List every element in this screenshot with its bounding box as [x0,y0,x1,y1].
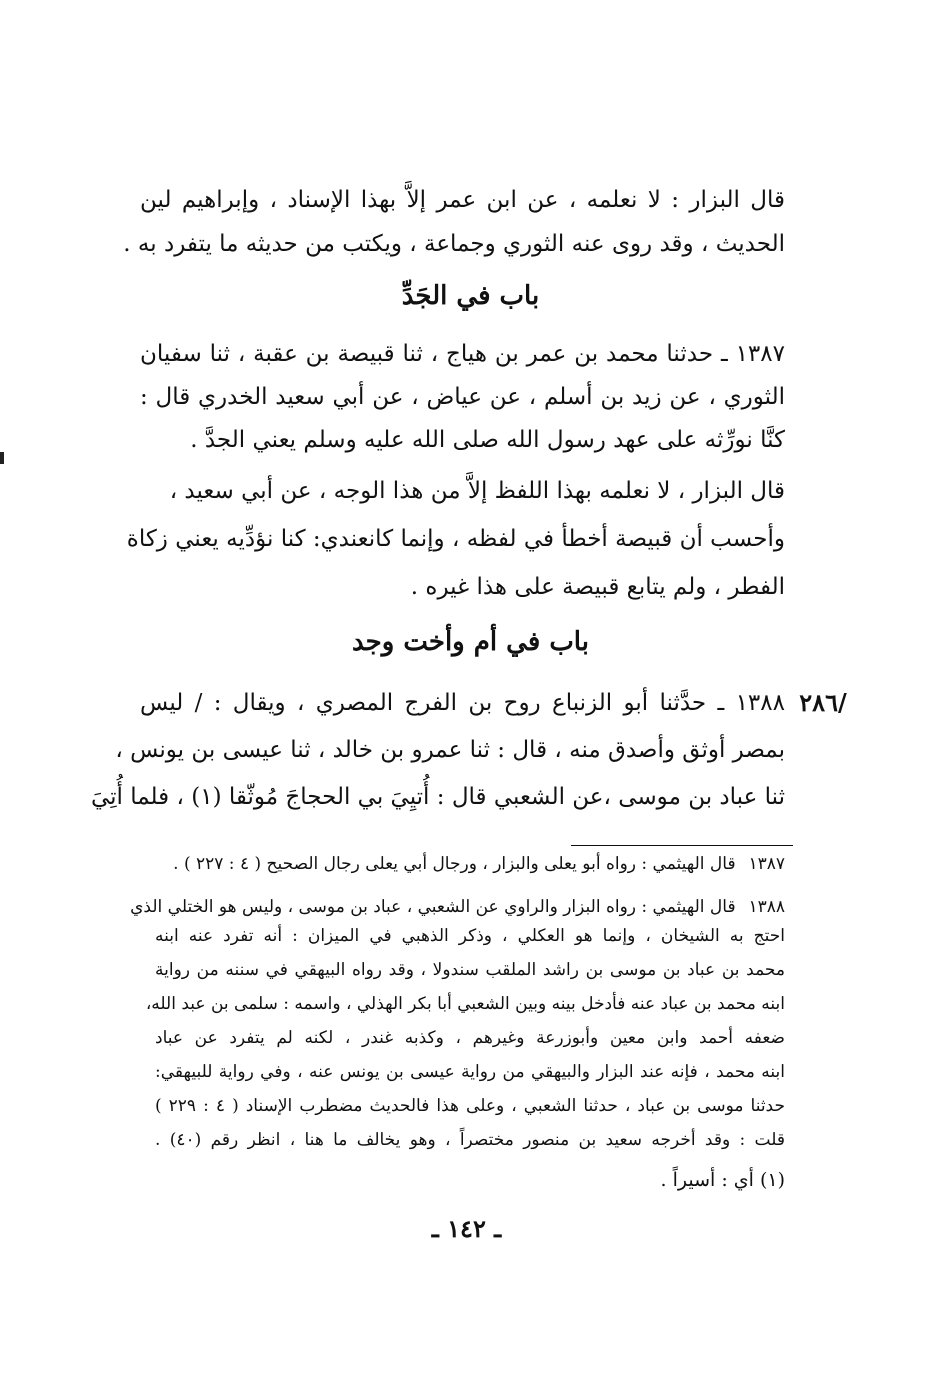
hadith-line: كنَّا نورِّثه على عهد رسول الله صلى الله عليه وسلم يعني الجدَّ . [190,427,785,453]
section-heading: باب في أم وأخت وجد [352,627,589,657]
footnote-line: احتج به الشيخان ، وإنما هو العكلي ، وذكر الذهبي في الميزان : أنه تفرد عنه ابنه [155,926,785,946]
footnote-line: ضعفه أحمد وابن معين وأبوزرعة وغيرهم ، وكذبه غندر ، لكنه لم يتفرد عن عباد [155,1028,785,1048]
hadith-line: ١٣٨٨ ـ حدَّثنا أبو الزنباع روح بن الفرج المصري ، ويقال : / ليس [140,690,785,716]
body-line: قال البزار ، لا نعلمه بهذا اللفظ إلاَّ من هذا الوجه ، عن أبي سعيد ، [169,478,785,504]
section-heading: باب في الجَدِّ [401,281,540,311]
footnote-text: قال الهيثمي : رواه البزار والراوي عن الشعبي ، عباد بن موسى ، وليس هو الختلي الذي [130,897,736,917]
footnote-1387 [110,850,785,879]
footnote-number: ١٣٨٧ [748,854,785,874]
hadith-line: ثنا عباد بن موسى ،عن الشعبي قال : أُتيِيَ بي الحجاجَ مُوثّقا (١) ، فلما أُتِيَ [90,784,785,810]
body-line: الفطر ، ولم يتابع قبيصة على هذا غيره . [410,574,785,600]
footnote-line: محمد بن عباد بن موسى بن راشد الملقب سندولا ، وقد رواه البيهقي في سننه من رواية [155,960,785,980]
body-line: وأحسب أن قبيصة أخطأ في لفظه ، وإنما كانعندي: كنا نؤدِّيه يعني زكاة [126,526,785,552]
footnote-line: قلت : وقد أخرجه سعيد بن منصور مختصراً ، وهو يخالف ما هنا ، انظر رقم (٤٠) . [155,1130,785,1150]
footnote-line: ابنه محمد ، فإنه عند البزار والبيهقي من رواية عيسى بن يونس عنه ، وفي رواية للبيهقي: [155,1062,785,1082]
footnote-text: قال الهيثمي : رواه أبو يعلى والبزار ، ورجال أبي يعلى رجال الصحيح ( ٤ : ٢٢٧ ) . [173,854,736,874]
footnote-line: حدثنا موسى بن عباد ، حدثنا الشعبي ، وعلى هذا فالحديث مضطرب الإسناد ( ٤ : ٢٢٩ ) [155,1096,785,1116]
body-line: الحديث ، وقد روى عنه الثوري وجماعة ، ويكتب من حديثه ما يتفرد به . [123,231,785,257]
footnote-divider [571,845,793,846]
hadith-line: بمصر أوثق وأصدق منه ، قال : ثنا عمرو بن خالد ، ثنا عيسى بن يونس ، [115,737,785,763]
footnote-line: ابنه محمد بن عباد عنه فأدخل بينه وبين الشعبي أبا بكر الهذلي ، واسمه : سلمى بن عبد الله، [145,994,785,1014]
hadith-line: ١٣٨٧ ـ حدثنا محمد بن عمر بن هياج ، ثنا قبيصة بن عقبة ، ثنا سفيان [140,341,785,367]
hadith-line: الثوري ، عن زيد بن أسلم ، عن عياض ، عن أبي سعيد الخدري قال : [140,384,785,410]
footnote-1388 [110,893,785,922]
body-line: قال البزار : لا نعلمه ، عن ابن عمر إلاَّ بهذا الإسناد ، وإبراهيم لين [140,187,785,213]
scan-mark [0,452,4,464]
page-number: ـ ١٤٢ ـ [431,1214,502,1243]
footnote-number: ١٣٨٨ [748,897,785,917]
margin-page-reference: ٢٨٦/ [799,688,847,717]
footnote-note-1: (١) أي : أسيراً . [660,1169,785,1191]
